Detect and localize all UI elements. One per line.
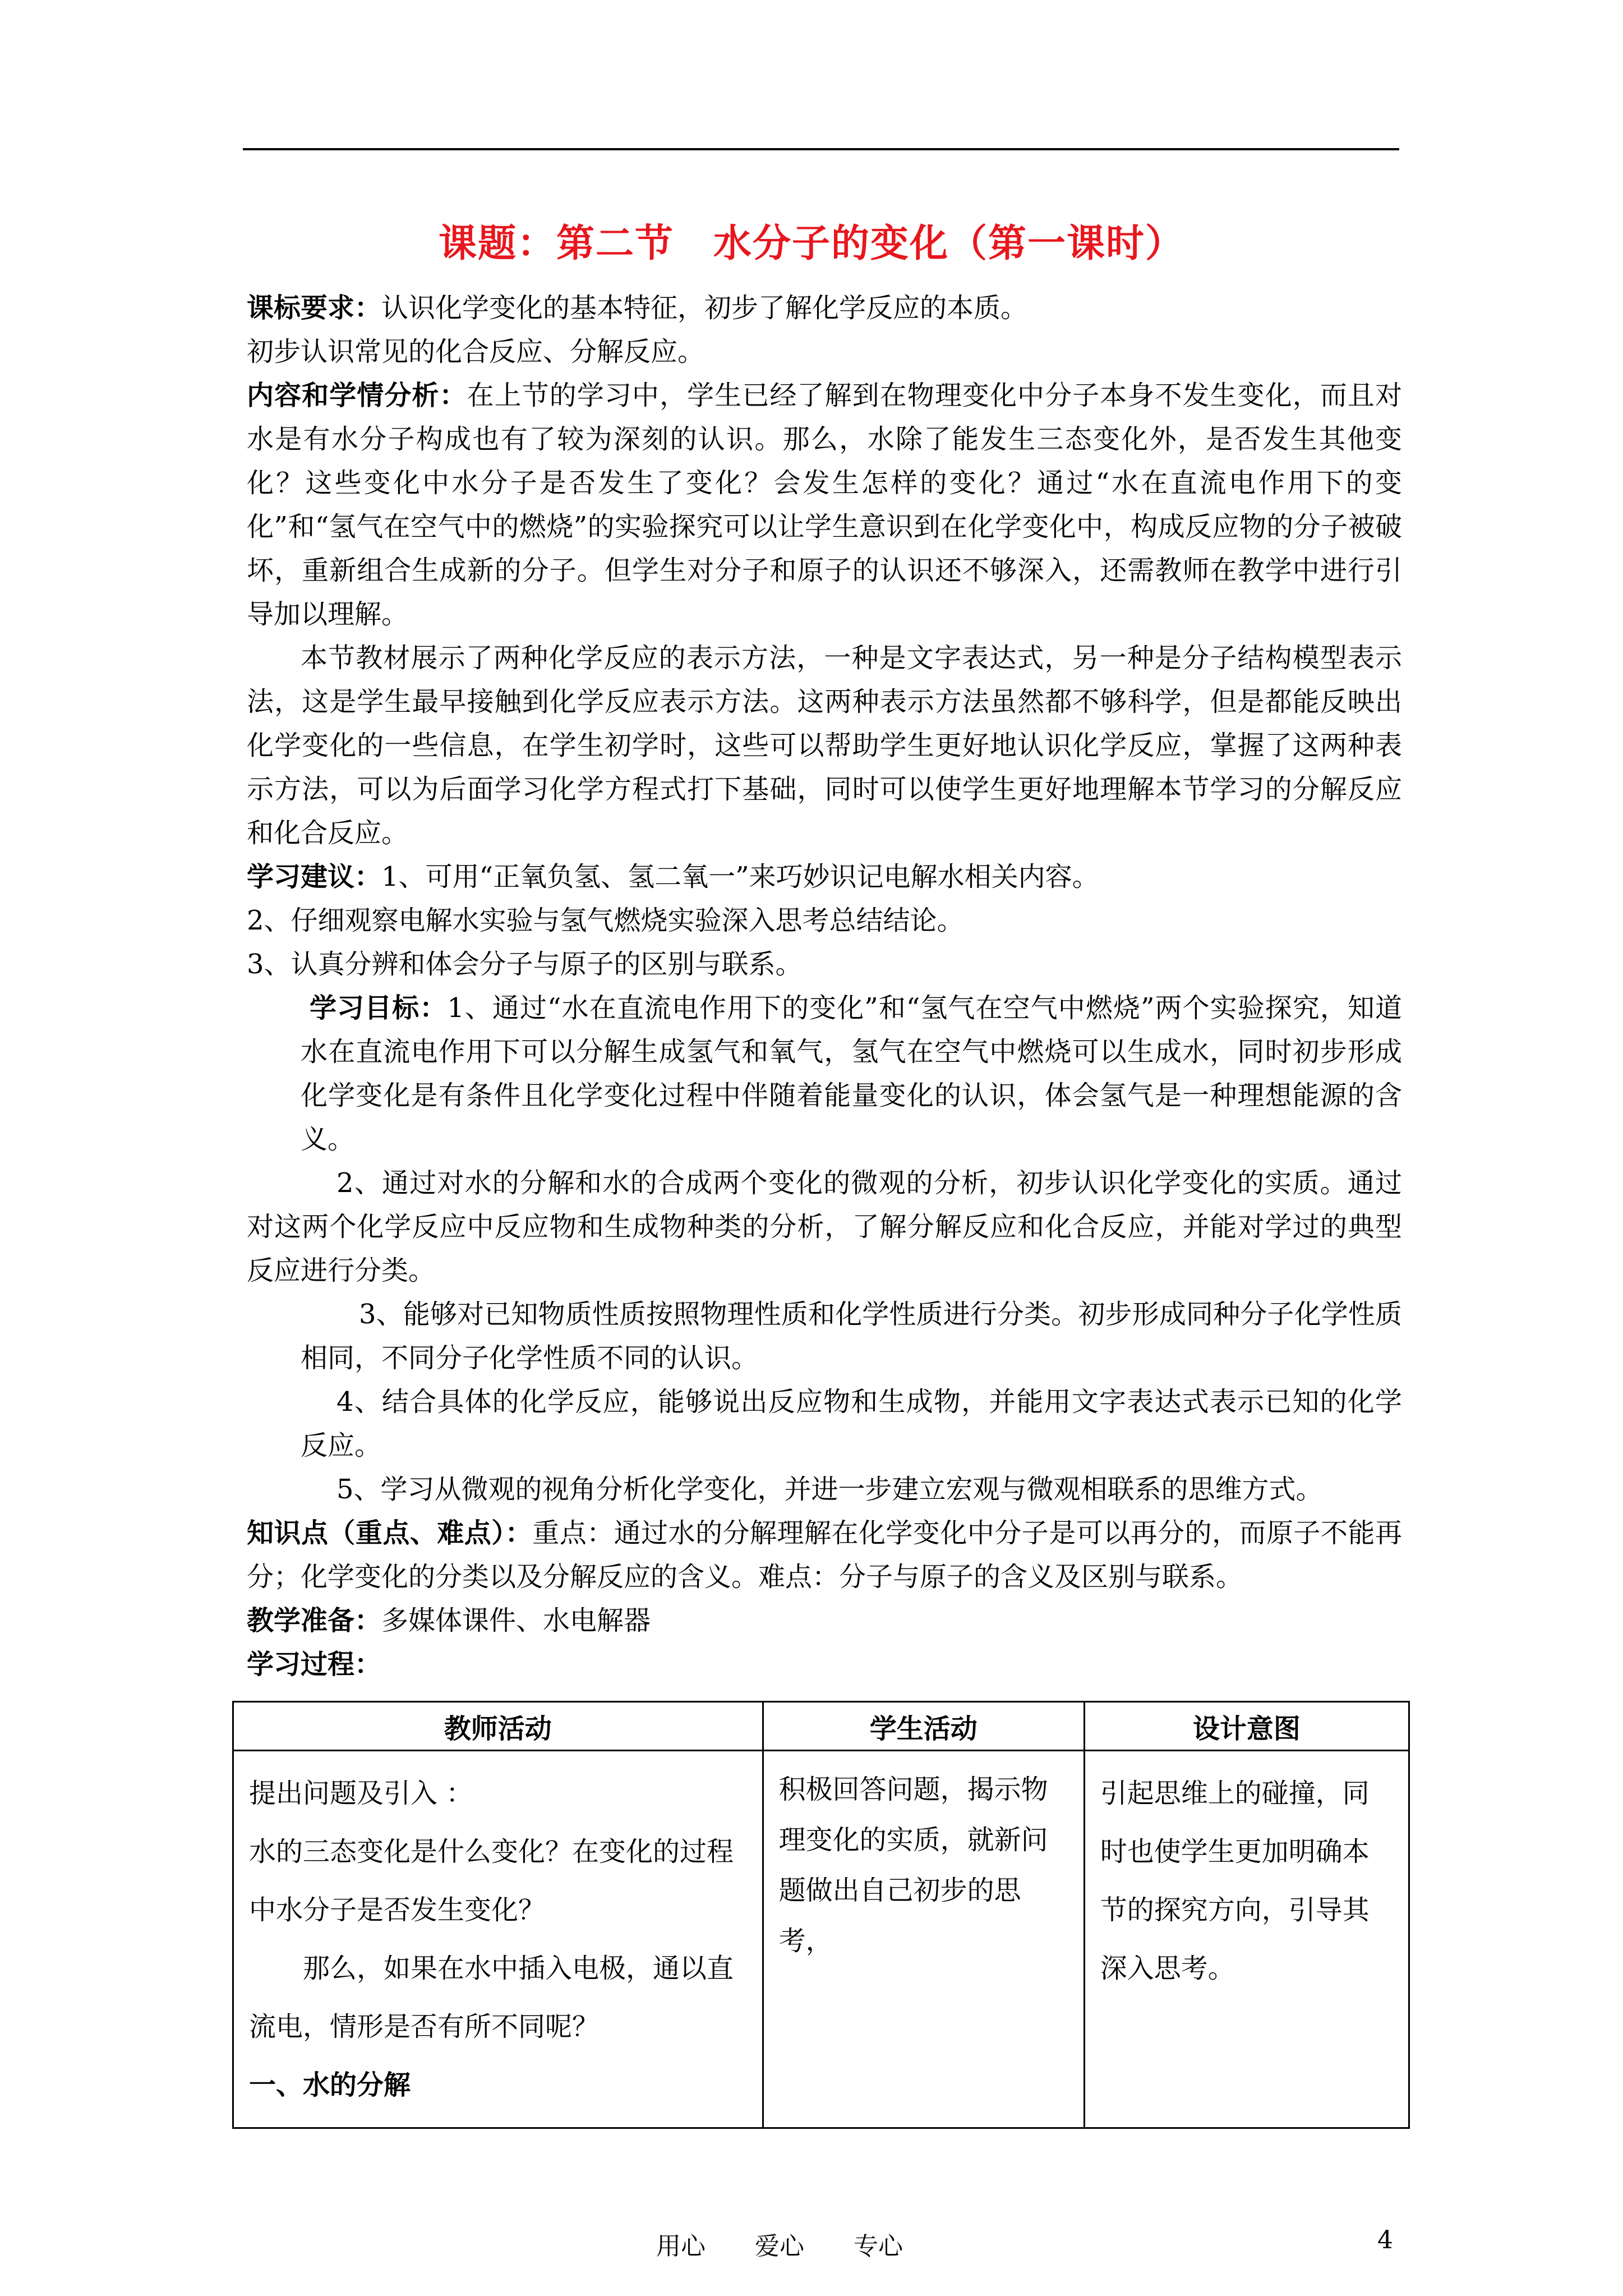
teaching-preparation: [247, 1599, 1402, 1642]
footer-slogan: 用心 爱心 专心: [656, 2232, 903, 2261]
page-title: 课题：第二节 水分子的变化（第一课时）: [438, 222, 1184, 266]
curriculum-text: 认识化学变化的基本特征，初步了解化学反应的本质。: [381, 292, 1028, 324]
teacher-line-2: 水的三态变化是什么变化？在变化的过程中水分子是否发生变化？: [249, 1836, 734, 1926]
learning-goal-3: 3、能够对已知物质性质按照物理性质和化学性质进行分类。初步形成同种分子化学性质相同，不同分子化学性质不同的认识。: [301, 1299, 1402, 1374]
header-rule: [243, 148, 1399, 150]
header-teacher-activity: 教师活动: [233, 1702, 763, 1751]
study-suggestion-item-3: 3、认真分辨和体会分子与原子的区别与联系。: [247, 949, 803, 980]
study-suggestion: [247, 855, 1402, 899]
header-student-activity: 学生活动: [763, 1702, 1084, 1751]
teaching-preparation-label: 教学准备：: [247, 1605, 382, 1636]
knowledge-points-label: 知识点（重点、难点）：: [247, 1517, 533, 1549]
teacher-line-4: 一、水的分解: [249, 2069, 411, 2101]
design-intent-cell: [1084, 1751, 1409, 2128]
teacher-line-3: 那么，如果在水中插入电极，通以直流电，情形是否有所不同呢？: [249, 1953, 734, 2042]
learning-goal-2: 2、通过对水的分解和水的合成两个变化的微观的分析，初步认识化学变化的实质。通过对这两个化学反应中反应物和生成物种类的分析，了解分解反应和化合反应，并能对学过的典型反应进行分类。: [247, 1167, 1402, 1286]
teaching-preparation-text: 多媒体课件、水电解器: [381, 1605, 651, 1636]
table-row: [233, 1751, 1409, 2128]
learning-goal-5: 5、学习从微观的视角分析化学变化，并进一步建立宏观与微观相联系的思维方式。: [336, 1474, 1323, 1505]
curriculum-requirement: [247, 286, 1402, 330]
student-activity-text: 积极回答问题，揭示物理变化的实质，就新问题做出自己初步的思考，: [778, 1774, 1048, 1957]
student-activity-cell: [763, 1751, 1084, 2128]
document-body: [247, 286, 1402, 1686]
table-header-row: [233, 1702, 1409, 1751]
study-suggestion-item-2: 2、仔细观察电解水实验与氢气燃烧实验深入思考总结结论。: [247, 905, 964, 936]
curriculum-requirement-2: 初步认识常见的化合反应、分解反应。: [247, 336, 705, 367]
teacher-activity-cell: [233, 1751, 763, 2128]
design-intent-text: 引起思维上的碰撞，同时也使学生更加明确本节的探究方向，引导其深入思考。: [1100, 1778, 1370, 1984]
content-analysis-label: 内容和学情分析：: [247, 380, 467, 411]
learning-goal-1: 1、通过“水在直流电作用下的变化”和“氢气在空气中燃烧”两个实验探究，知道水在直流电作用下可以分解生成氢气和氧气，氢气在空气中燃烧可以生成水，同时初步形成化学变化是有条件且化学变化过程中伴随着能量变化的认识，体会氢气是一种理想能源的含义。: [301, 992, 1402, 1155]
curriculum-label: 课标要求：: [247, 292, 382, 324]
content-analysis-2: 本节教材展示了两种化学反应的表示方法，一种是文字表达式，另一种是分子结构模型表示法，这是学生最早接触到化学反应表示方法。这两种表示方法虽然都不够科学，但是都能反映出化学变化的一些信息，在学生初学时，这些可以帮助学生更好地认识化学反应，掌握了这两种表示方法，可以为后面学习化学方程式打下基础，同时可以使学生更好地理解本节学习的分解反应和化合反应。: [247, 642, 1402, 849]
learning-goal-4: 4、结合具体的化学反应，能够说出反应物和生成物，并能用文字表达式表示已知的化学反应。: [301, 1386, 1402, 1461]
header-design-intent: 设计意图: [1084, 1702, 1409, 1751]
learning-goals: [247, 986, 1402, 1161]
lesson-plan-table: [232, 1701, 1410, 2129]
study-suggestion-label: 学习建议：: [247, 861, 382, 892]
learning-goals-label: 学习目标：: [310, 992, 448, 1024]
content-analysis-text: 在上节的学习中，学生已经了解到在物理变化中分子本身不发生变化，而且对水是有水分子构成也有了较为深刻的认识。那么，水除了能发生三态变化外，是否发生其他变化？这些变化中水分子是否发生了变化？会发生怎样的变化？通过“水在直流电作用下的变化”和“氢气在空气中的燃烧”的实验探究可以让学生意识到在化学变化中，构成反应物的分子被破坏，重新组合生成新的分子。但学生对分子和原子的认识还不够深入，还需教师在教学中进行引导加以理解。: [247, 380, 1402, 630]
learning-process-label: 学习过程：: [247, 1649, 382, 1680]
teacher-line-1: 提出问题及引入 ：: [249, 1778, 473, 1809]
knowledge-points-text: 重点：通过水的分解理解在化学变化中分子是可以再分的，而原子不能再分；化学变化的分类以及分解反应的含义。难点：分子与原子的含义及区别与联系。: [247, 1517, 1402, 1593]
knowledge-points: [247, 1511, 1402, 1599]
study-suggestion-item-1: 1、可用“正氧负氢、氢二氧一”来巧妙识记电解水相关内容。: [381, 861, 1099, 892]
content-analysis: [247, 374, 1402, 636]
page-number: 4: [1377, 2226, 1393, 2254]
page-footer: [0, 2226, 1623, 2260]
